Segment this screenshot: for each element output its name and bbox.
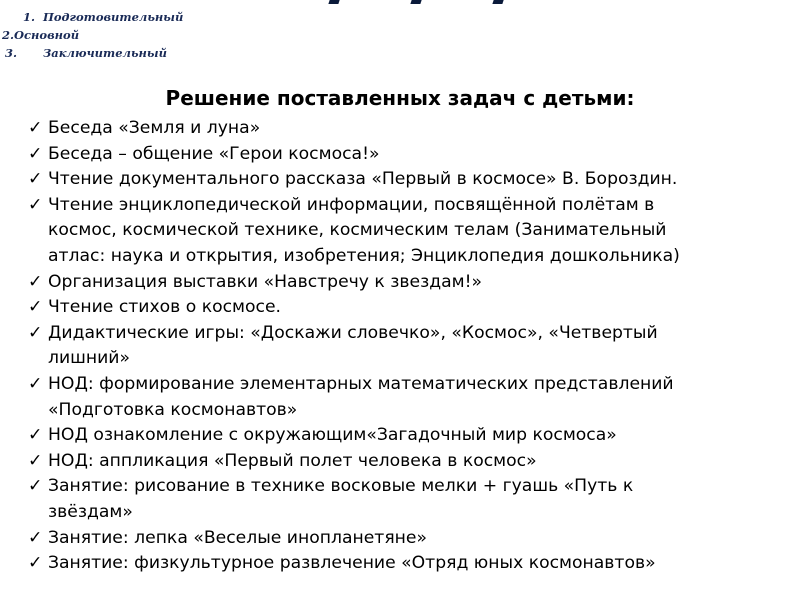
checklist-item-text: Беседа «Земля и луна» — [48, 118, 261, 138]
checklist-item — [28, 474, 798, 525]
checklist-item-text: Чтение стихов о космосе. — [48, 297, 282, 318]
checklist-item — [28, 449, 798, 475]
checklist-item — [28, 193, 798, 270]
checklist-item-text: НОД: аппликация «Первый полет человека в космос» — [48, 450, 537, 471]
checklist-item-text: Занятие: лепка «Веселые инопланетяне» — [48, 527, 427, 548]
checklist-item — [28, 142, 798, 168]
stage-label: Заключительный — [43, 46, 167, 60]
title-glyph-fragment — [328, 0, 341, 4]
checkmark-icon: ✓ — [28, 297, 43, 318]
stage-label: Подготовительный — [43, 10, 184, 24]
checklist-item — [28, 423, 798, 449]
tasks-checklist — [28, 116, 798, 577]
checkmark-icon: ✓ — [28, 194, 43, 215]
checklist-item-text: атлас: наука и открытия, изобретения; Энциклопедия дошкольника) — [48, 245, 680, 266]
checklist-item-text: Беседа – общение «Герои космоса!» — [48, 143, 380, 164]
checklist-item-text: Занятие: рисование в технике восковые мелки + гуашь «Путь к — [48, 476, 634, 497]
checklist-item — [28, 551, 798, 577]
checklist-item-text: Чтение документального рассказа «Первый в космосе» В. Бороздин. — [48, 169, 678, 190]
checklist-item — [28, 372, 798, 423]
cut-off-title-fragment — [330, 0, 504, 4]
checklist-item-text: Организация выставки «Навстречу к звездам!» — [48, 271, 483, 292]
checkmark-icon: ✓ — [28, 322, 43, 343]
checkmark-icon: ✓ — [28, 271, 43, 292]
checkmark-icon: ✓ — [28, 143, 43, 164]
stage-label: Основной — [14, 28, 80, 42]
checklist-item-text: звёздам» — [48, 501, 133, 522]
checklist-item — [28, 270, 798, 296]
stage-number: 1. — [23, 10, 36, 24]
checklist-item — [28, 167, 798, 193]
checkmark-icon: ✓ — [28, 169, 43, 190]
checkmark-icon: ✓ — [28, 373, 43, 394]
checkmark-icon: ✓ — [28, 527, 43, 548]
section-heading: Решение поставленных задач с детьми: — [165, 86, 635, 110]
checklist-item — [28, 526, 798, 552]
project-stages-list — [0, 8, 183, 62]
checkmark-icon: ✓ — [28, 450, 43, 471]
stage-number: 2. — [2, 28, 15, 42]
checklist-item-text: НОД: формирование элементарных математических представлений — [48, 373, 674, 394]
checklist-item-text: лишний» — [48, 348, 130, 369]
checkmark-icon: ✓ — [28, 553, 43, 574]
checklist-item-text: Дидактические игры: «Доскажи словечко», «Космос», «Четвертый — [48, 322, 658, 343]
stage-item — [0, 44, 183, 62]
checklist-item-text: НОД ознакомление с окружающим«Загадочный мир космоса» — [48, 425, 617, 446]
stage-number: 3. — [5, 46, 18, 60]
checklist-item — [28, 321, 798, 372]
checklist-item — [28, 116, 798, 142]
checklist-item-text: «Подготовка космонавтов» — [48, 399, 298, 420]
stage-item — [0, 26, 183, 44]
title-glyph-fragment — [492, 0, 505, 4]
checklist-item-text: Чтение энциклопедической информации, посвящённой полётам в — [48, 194, 655, 215]
checkmark-icon: ✓ — [28, 425, 43, 446]
title-glyph-fragment — [410, 0, 423, 4]
checkmark-icon: ✓ — [28, 118, 43, 138]
checkmark-icon: ✓ — [28, 476, 43, 497]
checklist-item-text: космос, космической технике, космическим телам (Занимательный — [48, 220, 667, 241]
checklist-item — [28, 295, 798, 321]
stage-item — [0, 8, 183, 26]
checklist-item-text: Занятие: физкультурное развлечение «Отряд юных космонавтов» — [48, 553, 656, 574]
